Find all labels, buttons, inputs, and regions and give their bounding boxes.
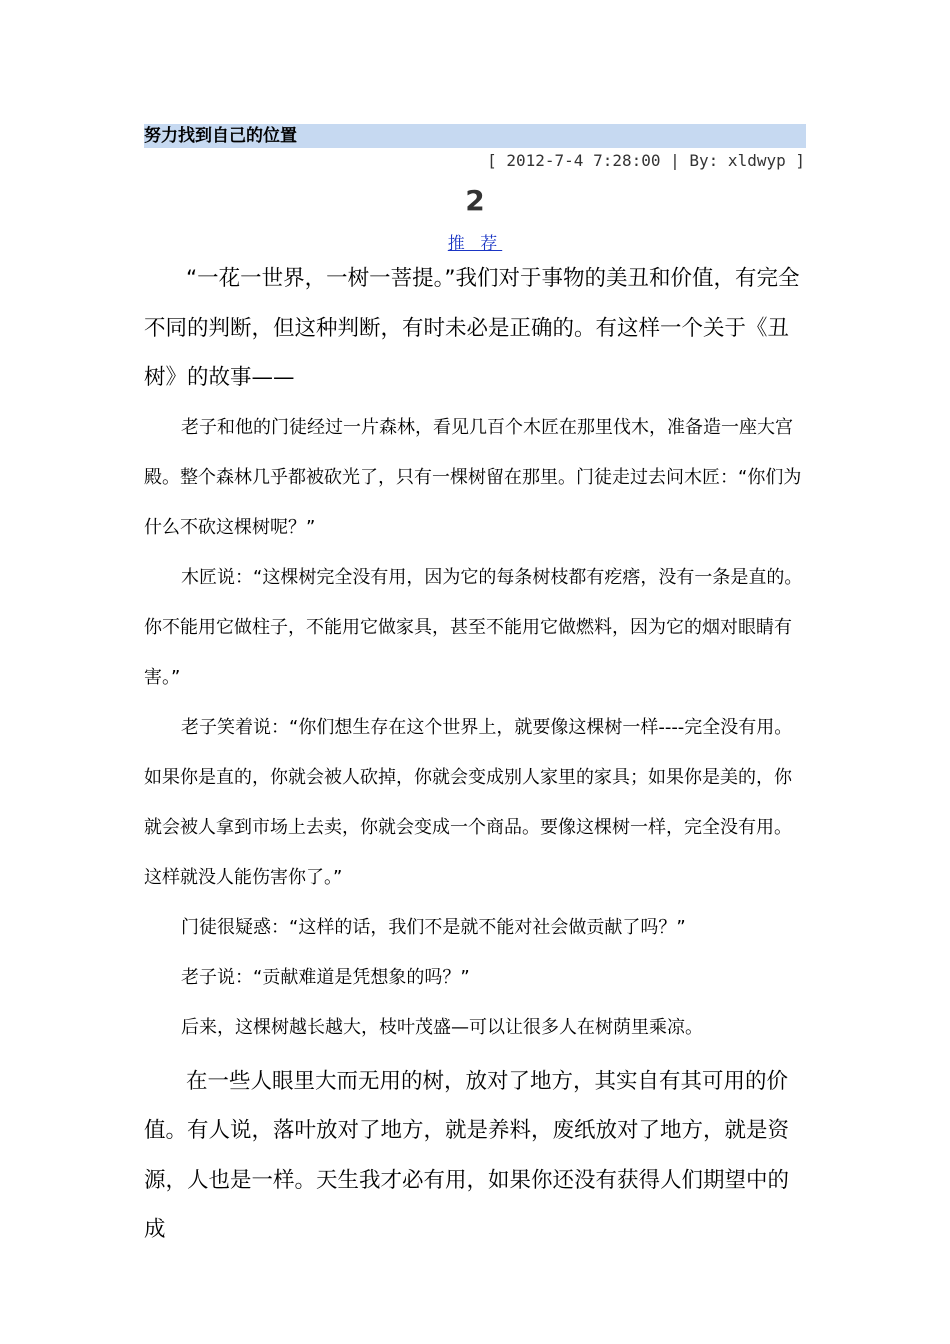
paragraph-story-5: 老子说：“贡献难道是凭想象的吗？”	[181, 966, 470, 988]
recommend-link[interactable]: 推 荐	[447, 234, 503, 254]
recommend-area	[0, 229, 950, 254]
recommend-count: 2	[465, 184, 485, 217]
article-body	[144, 254, 808, 1255]
paragraph-intro: “一花一世界，一树一菩提。”我们对于事物的美丑和价值，有完全不同的判断，但这种判断，有时未必是正确的。有这样一个关于《丑树》的故事——	[144, 266, 800, 390]
paragraph-story-2: 木匠说：“这棵树完全没有用，因为它的每条树枝都有疙瘩，没有一条是直的。你不能用它做柱子，不能用它做家具，甚至不能用它做燃料，因为它的烟对眼睛有害。”	[144, 566, 803, 688]
paragraph-story-3: 老子笑着说：“你们想生存在这个世界上，就要像这棵树一样----完全没有用。如果你是直的，你就会被人砍掉，你就会变成别人家里的家具；如果你是美的，你就会被人拿到市场上去卖，你就会变成一个商品。要像这棵树一样，完全没有用。这样就没人能伤害你了。”	[144, 716, 793, 888]
article-title: 努力找到自己的位置	[144, 124, 806, 148]
paragraph-story-6: 后来，这棵树越长越大，枝叶茂盛—可以让很多人在树荫里乘凉。	[181, 1016, 703, 1038]
paragraph-story-1: 老子和他的门徒经过一片森林，看见几百个木匠在那里伐木，准备造一座大宫殿。整个森林几乎都被砍光了，只有一棵树留在那里。门徒走过去问木匠：“你们为什么不砍这棵树呢？”	[144, 416, 802, 538]
paragraph-story-4: 门徒很疑惑：“这样的话，我们不是就不能对社会做贡献了吗？”	[181, 916, 686, 938]
article-meta: [ 2012-7-4 7:28:00 | By: xldwyp ]	[487, 151, 805, 170]
paragraph-conclusion: 在一些人眼里大而无用的树，放对了地方，其实自有其可用的价值。有人说，落叶放对了地方，就是养料，废纸放对了地方，就是资源，人也是一样。天生我才必有用，如果你还没有获得人们期望中的成	[144, 1068, 790, 1242]
